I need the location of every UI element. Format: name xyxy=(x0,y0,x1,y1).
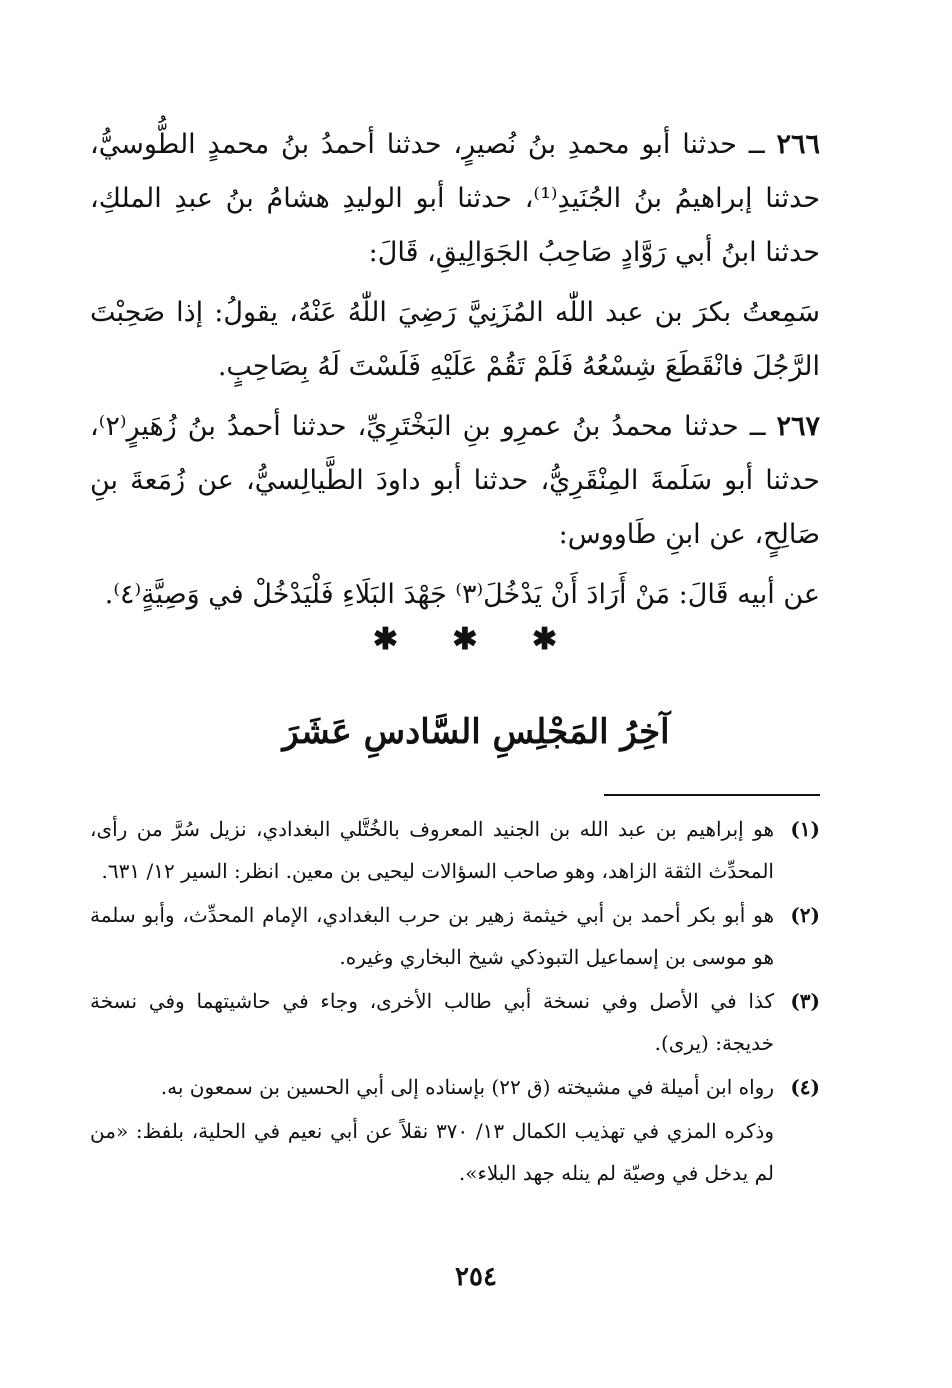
footnotes xyxy=(90,808,820,1194)
page-number: ٢٥٤ xyxy=(455,1262,497,1292)
hadith-text: ــ حدثنا أبو محمدِ بنُ نُصيرٍ، حدثنا أحمدُ بنُ محمدٍ الطُّوسيُّ، حدثنا إبراهيمُ بنُ الجُنَيدِ⁽¹⁾، حدثنا أبو الوليدِ هشامُ بنُ عبدِ الملكِ، حدثنا ابنُ أبي رَوَّادٍ صَاحِبُ الجَوَالِيقِ، قَالَ: xyxy=(90,129,821,268)
section-separator: ✱ ✱ ✱ xyxy=(372,622,580,657)
footnote-1 xyxy=(90,808,820,892)
hadith-267 xyxy=(90,400,820,562)
footnote-text: رواه ابن أميلة في مشيخته (ق ٢٢) بإسناده إلى أبي الحسين بن سمعون به. xyxy=(160,1075,774,1099)
main-text xyxy=(90,118,820,622)
hadith-text: سَمِعتُ بكرَ بن عبد اللّٰه المُزَنِيَّ رَضِيَ اللّٰهُ عَنْهُ، يقولُ: إذا صَحِبْتَ الرَّجُلَ فانْقَطَعَ شِسْعُهُ فَلَمْ تَقُمْ عَلَيْهِ فَلَسْتَ لَهُ بِصَاحِبٍ. xyxy=(90,297,820,382)
footnote-number: (٣) xyxy=(790,989,820,1013)
footnote-divider xyxy=(604,794,820,796)
footnote-3 xyxy=(90,980,820,1064)
footnote-text: هو أبو بكر أحمد بن أبي خيثمة زهير بن حرب البغدادي، الإمام المحدِّث، وأبو سلمة هو موسى بن إسماعيل التبوذكي شيخ البخاري وغيره. xyxy=(90,903,774,969)
hadith-text: عن أبيه قَالَ: مَنْ أَرَادَ أَنْ يَدْخُلَ⁽٣⁾ جَهْدَ البَلَاءِ فَلْيَدْخُلْ في وَصِيَّةٍ⁽٤⁾. xyxy=(104,579,820,610)
footnote-number: (٤) xyxy=(790,1075,820,1099)
footnote-4-continuation: وذكره المزي في تهذيب الكمال ١٣/ ٣٧٠ نقلاً عن أبي نعيم في الحلية، بلفظ: «من لم يدخل في وصيّة لم ينله جهد البلاء». xyxy=(90,1119,774,1185)
hadith-267-matn xyxy=(90,568,820,622)
footnote-4 xyxy=(90,1066,820,1108)
hadith-266 xyxy=(90,118,820,280)
footnote-number: (٢) xyxy=(790,903,820,927)
footnote-number: (١) xyxy=(790,817,820,841)
hadith-number: ٢٦٧ xyxy=(776,411,820,442)
footnote-2 xyxy=(90,894,820,978)
footnote-text: هو إبراهيم بن عبد الله بن الجنيد المعروف بالخُتَّلي البغدادي، نزيل سُرَّ من رأى، المحدِّث الثقة الزاهد، وهو صاحب السؤالات ليحيى بن معين. انظر: السير ١٢/ ٦٣١. xyxy=(90,817,774,883)
hadith-text: ــ حدثنا محمدُ بنُ عمرِو بنِ البَخْتَرِيِّ، حدثنا أحمدُ بنُ زُهَيرٍ⁽٢⁾، حدثنا أبو سَلَمةَ المِنْقَرِيُّ، حدثنا أبو داودَ الطَّيالِسيُّ، عن زُمَعةَ بنِ صَالِحٍ، عن ابنِ طَاووس: xyxy=(90,411,820,550)
section-end-heading: آخِرُ المَجْلِسِ السَّادسِ عَشَرَ xyxy=(282,712,670,752)
hadith-266-matn xyxy=(90,286,820,394)
hadith-number: ٢٦٦ xyxy=(776,129,820,160)
footnote-text: كذا في الأصل وفي نسخة أبي طالب الأخرى، وجاء في حاشيتهما وفي نسخة خديجة: (يرى). xyxy=(90,989,774,1055)
